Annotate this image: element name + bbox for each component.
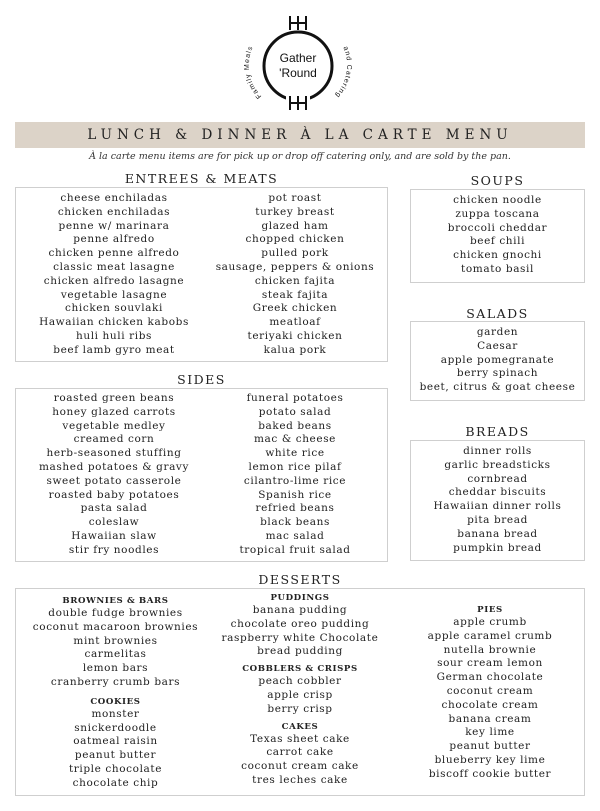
puddings-heading: PUDDINGS <box>270 593 330 603</box>
menu-item: chicken alfredo lasagne <box>43 274 185 287</box>
entrees-col2 <box>205 192 385 358</box>
menu-item: beet, citrus & goat cheese <box>419 381 576 394</box>
desserts-title: DESSERTS <box>258 572 342 587</box>
menu-item: tres leches cake <box>252 773 348 786</box>
salads-title: SALADS <box>466 306 529 321</box>
menu-item: peanut butter <box>449 740 531 753</box>
menu-item: cheddar biscuits <box>448 486 547 499</box>
menu-item: chicken gnochi <box>453 249 542 262</box>
menu-item: peanut butter <box>74 749 157 762</box>
menu-item: monster <box>91 707 140 720</box>
menu-item: dinner rolls <box>463 445 532 457</box>
menu-item: chocolate oreo pudding <box>230 617 370 630</box>
menu-item: coconut macaroon brownies <box>32 620 199 633</box>
menu-item: honey glazed carrots <box>52 405 176 418</box>
menu-item: herb-seasoned stuffing <box>46 447 182 460</box>
menu-item: pasta salad <box>80 502 148 515</box>
soups-list <box>410 194 585 277</box>
menu-item: triple chocolate <box>68 762 163 775</box>
soups-title: SOUPS <box>470 173 525 188</box>
puddings-list <box>205 604 395 659</box>
menu-item: apple pomegranate <box>440 353 555 366</box>
menu-item: chocolate cream <box>441 698 539 711</box>
cobblers-list <box>205 675 395 716</box>
menu-item: Hawaiian slaw <box>71 529 157 542</box>
menu-item: coconut cream <box>446 684 534 697</box>
sides-col2 <box>205 392 385 558</box>
menu-item: sausage, peppers & onions <box>215 260 375 273</box>
menu-item: vegetable medley <box>62 419 166 432</box>
brownies-heading: BROWNIES & BARS <box>62 596 169 606</box>
menu-item: tomato basil <box>461 262 534 275</box>
menu-item: carrot cake <box>266 746 334 759</box>
menu-item: kalua pork <box>263 343 327 356</box>
menu-item: white rice <box>265 447 325 460</box>
menu-item: apple caramel crumb <box>427 629 553 642</box>
gather-round-logo <box>242 12 354 112</box>
menu-item: glazed ham <box>261 219 329 232</box>
menu-item: oatmeal raisin <box>73 735 158 748</box>
menu-item: pumpkin bread <box>453 541 542 554</box>
menu-item: stir fry noodles <box>68 543 160 556</box>
menu-item: refried beans <box>255 502 335 515</box>
logo-arc-left: Family Meals <box>243 44 264 100</box>
pies-heading: PIES <box>477 605 503 615</box>
cookies-list <box>18 708 213 791</box>
entrees-title: ENTREES & MEATS <box>124 171 279 186</box>
menu-item: pita bread <box>467 513 528 526</box>
menu-item: berry crisp <box>267 702 333 715</box>
breads-list <box>410 445 585 555</box>
menu-item: roasted baby potatoes <box>48 488 180 501</box>
menu-item: beef lamb gyro meat <box>53 343 175 356</box>
cakes-heading: CAKES <box>281 721 319 732</box>
breads-title: BREADS <box>465 424 530 439</box>
menu-item: pot roast <box>268 192 322 204</box>
menu-item: lemon bars <box>82 662 149 675</box>
menu-item: pulled pork <box>261 247 329 260</box>
menu-item: chicken penne alfredo <box>48 247 180 260</box>
menu-item: black beans <box>260 516 330 529</box>
menu-item: carmelitas <box>84 648 147 661</box>
menu-item: chopped chicken <box>245 233 345 246</box>
menu-item: banana pudding <box>252 604 348 616</box>
menu-item: turkey breast <box>255 205 335 218</box>
menu-item: biscoff cookie butter <box>428 767 552 780</box>
entrees-col1 <box>20 192 208 358</box>
desserts-col2 <box>205 592 395 788</box>
cookies-heading: COOKIES <box>90 696 141 707</box>
desserts-col3 <box>400 604 580 782</box>
menu-item: meatloaf <box>269 316 321 329</box>
menu-item: apple crumb <box>453 616 527 628</box>
menu-title: LUNCH & DINNER À LA CARTE MENU <box>87 127 513 143</box>
logo-name-line1: Gather <box>279 51 317 65</box>
menu-item: Greek chicken <box>252 302 338 315</box>
menu-item: double fudge brownies <box>48 607 183 619</box>
menu-item: lemon rice pilaf <box>248 460 342 473</box>
cobblers-heading: COBBLERS & CRISPS <box>242 664 358 675</box>
menu-item: broccoli cheddar <box>447 221 548 234</box>
menu-item: funeral potatoes <box>246 392 344 404</box>
brownies-list <box>18 607 213 690</box>
sides-title: SIDES <box>177 372 226 387</box>
menu-item: steak fajita <box>261 288 329 301</box>
desserts-col1 <box>18 595 213 791</box>
menu-item: huli huli ribs <box>75 329 153 342</box>
menu-item: chicken enchiladas <box>57 205 171 218</box>
menu-item: beef chili <box>469 235 526 248</box>
menu-item: vegetable lasagne <box>60 288 168 301</box>
menu-item: cornbread <box>467 472 528 485</box>
menu-item: cranberry crumb bars <box>50 675 181 688</box>
menu-item: bread pudding <box>257 645 343 658</box>
menu-item: Caesar <box>477 339 518 352</box>
menu-item: baked beans <box>258 419 332 432</box>
menu-item: cheese enchiladas <box>60 192 168 204</box>
menu-item: raspberry white Chocolate <box>221 631 379 644</box>
menu-item: Texas sheet cake <box>250 732 350 745</box>
menu-item: mint brownies <box>73 634 158 647</box>
menu-item: penne alfredo <box>73 233 155 246</box>
menu-item: coconut cream cake <box>241 760 359 773</box>
menu-item: sour cream lemon <box>437 657 543 670</box>
menu-item: creamed corn <box>73 433 155 446</box>
menu-item: chocolate chip <box>72 776 159 789</box>
menu-item: classic meat lasagne <box>53 260 175 273</box>
menu-item: German chocolate <box>436 671 544 684</box>
menu-item: sweet potato casserole <box>46 474 182 487</box>
menu-item: zuppa toscana <box>455 207 540 220</box>
menu-item: mac salad <box>265 529 325 542</box>
cakes-list <box>205 733 395 788</box>
logo-name-line2: 'Round <box>279 66 317 80</box>
menu-item: mac & cheese <box>254 433 336 446</box>
menu-item: banana bread <box>457 527 538 540</box>
menu-item: berry spinach <box>456 367 539 380</box>
menu-item: garden <box>476 326 519 338</box>
menu-item: banana cream <box>448 712 532 725</box>
menu-item: chicken fajita <box>254 274 336 287</box>
menu-item: key lime <box>465 726 515 739</box>
menu-item: chicken souvlaki <box>65 302 163 315</box>
menu-item: potato salad <box>258 405 332 418</box>
menu-item: tropical fruit salad <box>239 543 351 556</box>
menu-item: Hawaiian chicken kabobs <box>39 316 189 329</box>
menu-item: peach cobbler <box>258 675 342 688</box>
menu-item: teriyaki chicken <box>247 329 343 342</box>
menu-item: blueberry key lime <box>434 753 546 766</box>
salads-list <box>410 326 585 395</box>
menu-item: coleslaw <box>88 516 140 529</box>
menu-item: roasted green beans <box>53 392 175 404</box>
menu-item: mashed potatoes & gravy <box>39 460 189 473</box>
logo-arc-right: and Catering <box>333 45 353 100</box>
menu-subtitle: À la carte menu items are for pick up or drop off catering only, and are sold by the pan. <box>89 151 511 162</box>
pies-list <box>400 616 580 782</box>
menu-item: chicken noodle <box>453 194 542 206</box>
menu-item: snickerdoodle <box>74 721 157 734</box>
menu-item: garlic breadsticks <box>444 458 551 471</box>
menu-item: Hawaiian dinner rolls <box>433 500 562 513</box>
menu-item: nutella brownie <box>443 643 537 656</box>
menu-item: apple crisp <box>267 688 333 701</box>
menu-item: Spanish rice <box>258 488 332 501</box>
sides-col1 <box>20 392 208 558</box>
menu-item: cilantro-lime rice <box>243 474 347 487</box>
menu-item: penne w/ marinara <box>58 219 170 232</box>
